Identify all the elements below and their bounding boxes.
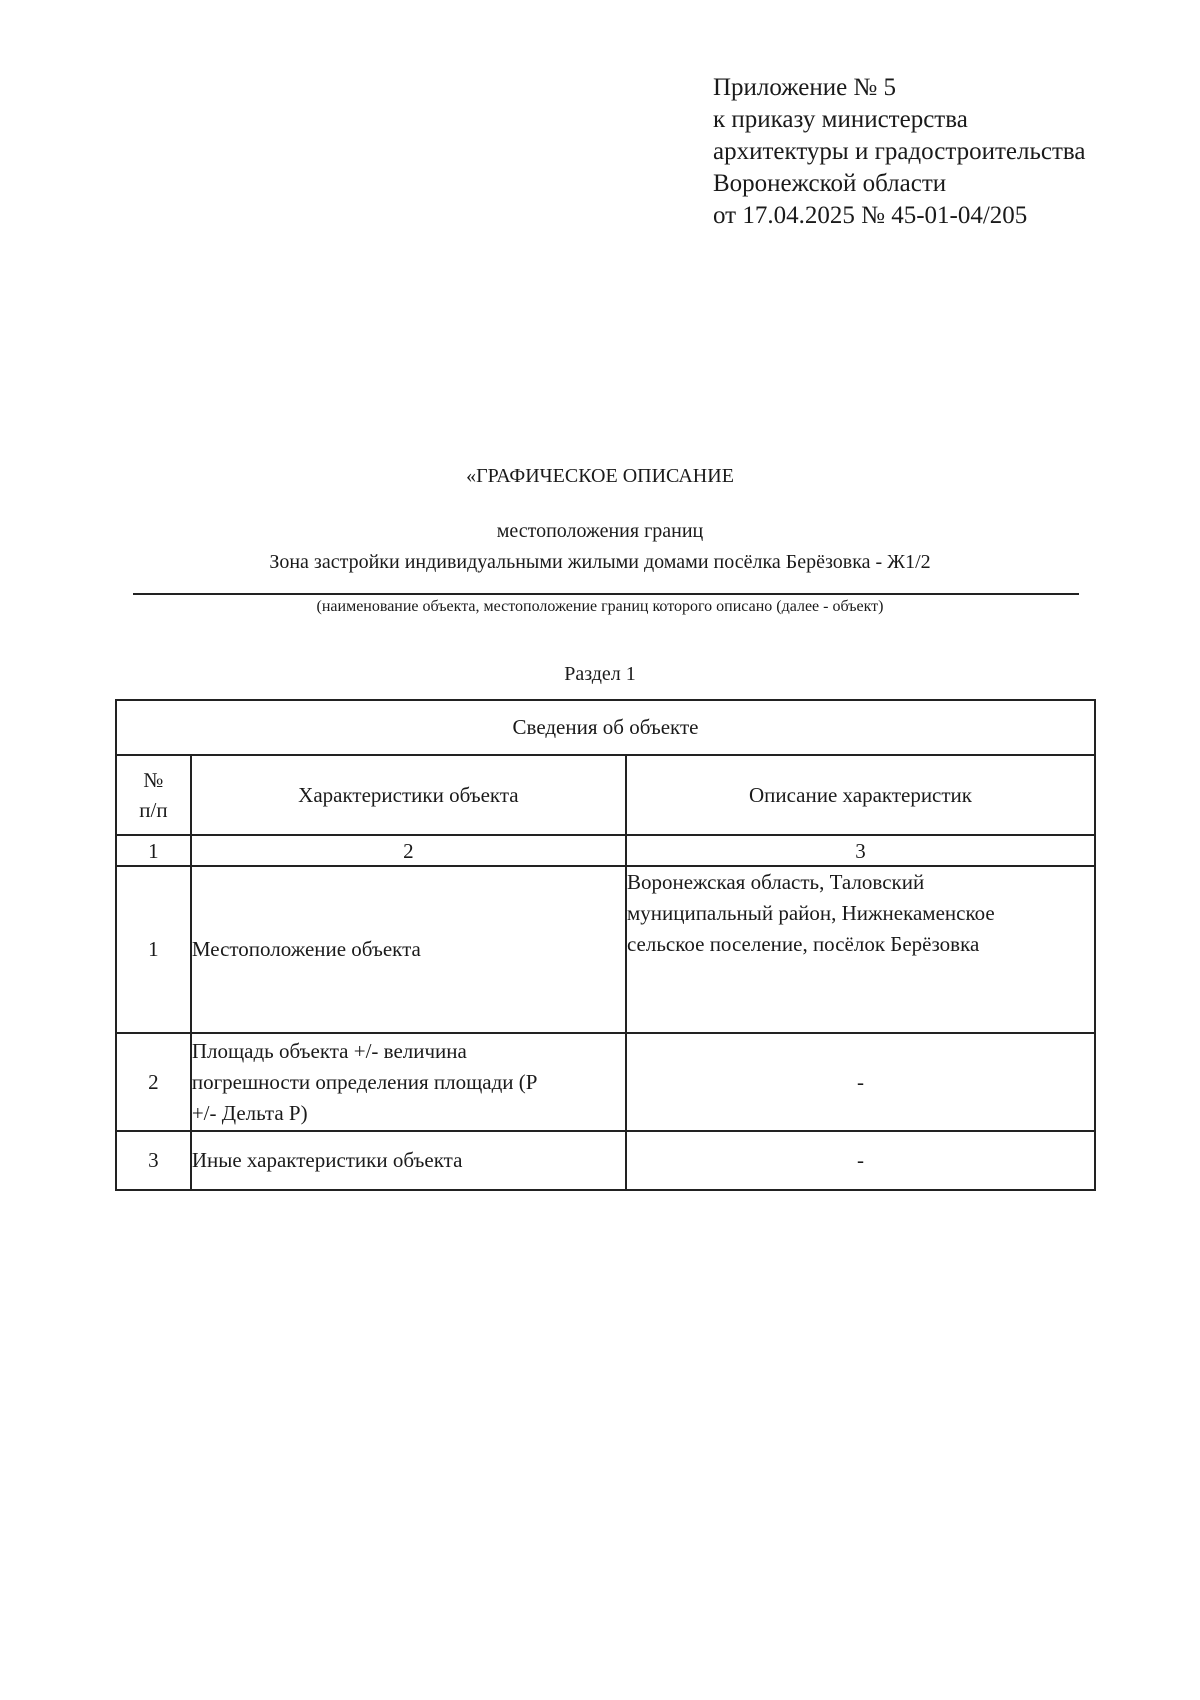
header-number-line: п/п xyxy=(139,798,168,822)
appendix-block xyxy=(713,72,1085,232)
header-characteristic: Характеристики объекта xyxy=(191,755,626,835)
header-number-cell xyxy=(116,755,191,835)
row-characteristic: Местоположение объекта xyxy=(191,866,626,1033)
column-number: 2 xyxy=(191,835,626,866)
row-number: 2 xyxy=(116,1033,191,1131)
table-row xyxy=(116,1033,1095,1131)
row-description: - xyxy=(626,1131,1095,1190)
row-characteristic: Иные характеристики объекта xyxy=(191,1131,626,1190)
object-name: Зона застройки индивидуальными жилыми домами посёлка Берёзовка - Ж1/2 xyxy=(269,551,931,573)
header-description: Описание характеристик xyxy=(626,755,1095,835)
table-caption: Сведения об объекте xyxy=(116,700,1095,755)
column-number: 3 xyxy=(626,835,1095,866)
description-line: муниципальный район, Нижнекаменское xyxy=(626,901,995,925)
header-number-line: № xyxy=(143,768,164,792)
underline-caption: (наименование объекта, местоположение границ которого описано (далее - объект) xyxy=(316,598,884,615)
object-name-underline xyxy=(133,593,1079,595)
description-line: Воронежская область, Таловский xyxy=(626,870,925,894)
appendix-line: архитектуры и градостроительства xyxy=(713,138,1086,165)
object-info-table xyxy=(115,699,1096,1191)
characteristic-line: Площадь объекта +/- величина xyxy=(191,1038,467,1063)
table-caption-row xyxy=(116,700,1095,755)
column-number: 1 xyxy=(116,835,191,866)
row-number: 1 xyxy=(116,866,191,1033)
column-number-row xyxy=(116,835,1095,866)
table-row xyxy=(116,866,1095,1033)
characteristic-line: погрешности определения площади (Р xyxy=(191,1069,538,1094)
section-label: Раздел 1 xyxy=(564,663,636,685)
appendix-line: от 17.04.2025 № 45-01-04/205 xyxy=(713,202,1028,229)
characteristic-line: +/- Дельта Р) xyxy=(191,1100,308,1125)
row-number: 3 xyxy=(116,1131,191,1190)
table-row xyxy=(116,1131,1095,1190)
appendix-line: Воронежской области xyxy=(713,170,947,197)
appendix-line: к приказу министерства xyxy=(713,106,968,133)
row-description xyxy=(626,866,1095,1033)
appendix-line: Приложение № 5 xyxy=(713,74,897,101)
row-description: - xyxy=(626,1033,1095,1131)
document-subtitle: местоположения границ xyxy=(496,520,704,542)
table-header-row xyxy=(116,755,1095,835)
document-title: «ГРАФИЧЕСКОЕ ОПИСАНИЕ xyxy=(466,465,734,487)
row-characteristic xyxy=(191,1033,626,1131)
description-line: сельское поселение, посёлок Берёзовка xyxy=(626,932,980,956)
